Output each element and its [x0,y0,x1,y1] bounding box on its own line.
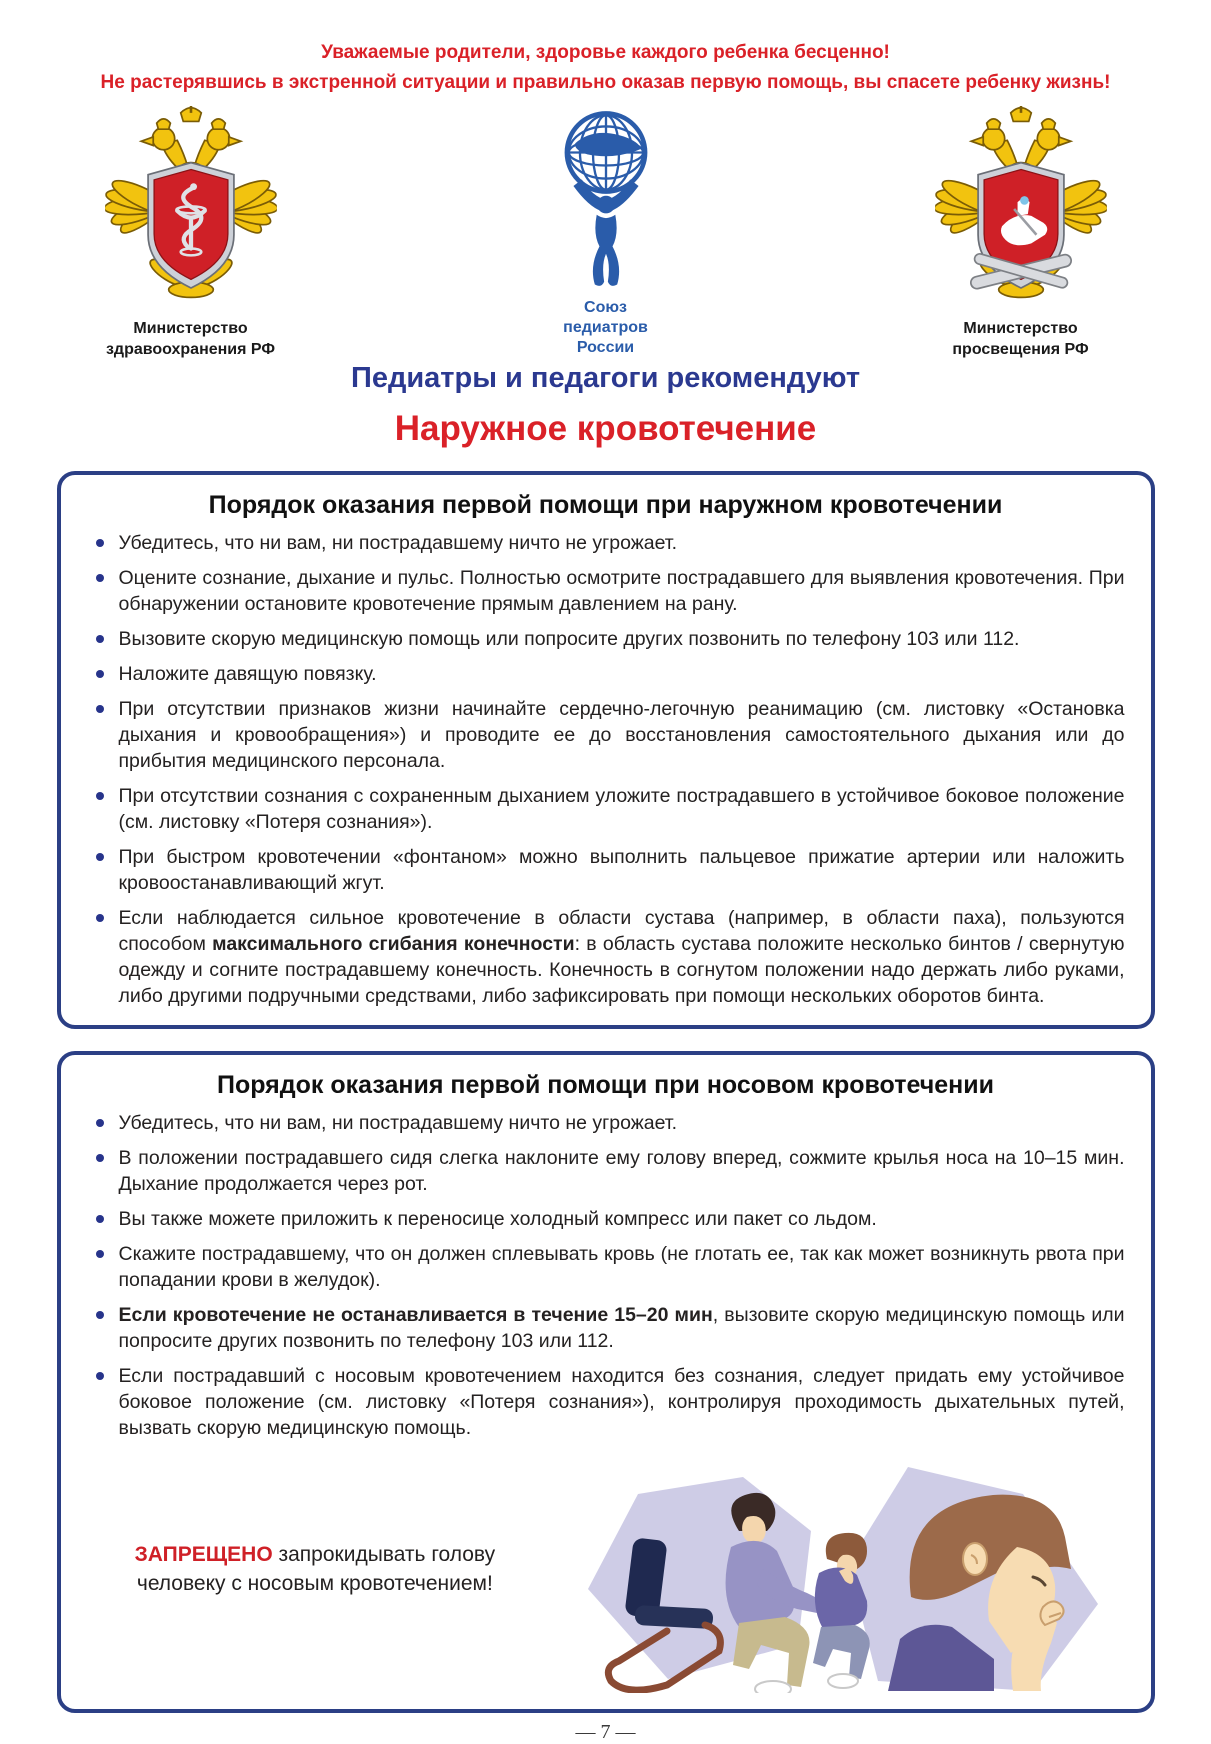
education-ministry-block [896,106,1146,360]
header-warning-line2: Не растерявшись в экстренной ситуации и правильно оказав первую помощь, вы спасете ребенку жизнь! [100,72,1111,93]
health-ministry-emblem-icon [105,106,277,312]
nose-bleeding-section [57,1051,1155,1713]
nosebleed-illustration-icon [543,1445,1118,1693]
header-warning [0,0,1211,96]
pediatric-union-label: Союз педиатров России [563,299,648,356]
bullet-item: Убедитесь, что ни вам, ни пострадавшему ничто не угрожает. [87,530,1125,556]
health-ministry-label: Министерство здравоохранения РФ [105,320,276,358]
bullet-item: При быстром кровотечении «фонтаном» можно выполнить пальцевое прижатие артерии или наложить кровоостанавливающий жгут. [87,844,1125,896]
bullet-item: При отсутствии признаков жизни начинайте сердечно-легочную реанимацию (см. листовку «Остановка дыхания и кровообращения») и проводите ее до восстановления самостоятельного дыхания или до прибытия медицинского персонала. [87,696,1125,774]
bullet-item: Если наблюдается сильное кровотечение в области сустава (например, в области паха), пользуются способом максимального сгибания конечности: в область сустава положите несколько бинтов / свернутую одежду и согните пострадавшему конечность. Конечность в согнутом положении надо держать либо руками, либо другими подручными средствами, либо зафиксировать при помощи нескольких оборотов бинта. [87,905,1125,1009]
bullet-item: В положении пострадавшего сидя слегка наклоните ему голову вперед, сожмите крылья носа на 10–15 мин. Дыхание продолжается через рот. [87,1145,1125,1197]
logos-row [66,106,1146,360]
forbidden-note [87,1445,544,1693]
bullet-item: При отсутствии сознания с сохраненным дыханием уложите пострадавшего в устойчивое боковое положение (см. листовку «Потеря сознания»). [87,783,1125,835]
forbidden-and-illustration-row [87,1445,1125,1693]
education-ministry-emblem-icon [935,106,1107,312]
nose-bleeding-list [87,1110,1125,1441]
section-heading: Порядок оказания первой помощи при наружном кровотечении [208,491,1003,519]
bullet-item: Вы также можете приложить к переносице холодный компресс или пакет со льдом. [87,1206,1125,1232]
bullet-item: Наложите давящую повязку. [87,661,1125,687]
bullet-item: Оцените сознание, дыхание и пульс. Полностью осмотрите пострадавшего для выявления кровотечения. При обнаружении остановите кровотечение прямым давлением на рану. [87,565,1125,617]
recommend-subtitle: Педиатры и педагоги рекомендуют [350,362,861,394]
header-warning-line1: Уважаемые родители, здоровье каждого ребенка бесценно! [321,42,890,63]
education-ministry-label: Министерство просвещения РФ [952,320,1089,358]
health-ministry-block [66,106,316,360]
pediatric-union-logo-icon [545,106,667,292]
page-number: — 7 — [575,1721,636,1743]
bullet-item: Скажите пострадавшему, что он должен сплевывать кровь (не глотать ее, так как может возникнуть рвота при попадании крови в желудок). [87,1241,1125,1293]
page-title: Наружное кровотечение [394,409,817,448]
bullet-item: Если кровотечение не останавливается в течение 15–20 мин, вызовите скорую медицинскую помощь или попросите других позвонить по телефону 103 или 112. [87,1302,1125,1354]
nosebleed-illustration [543,1445,1124,1693]
external-bleeding-section [57,471,1155,1029]
bullet-item: Вызовите скорую медицинскую помощь или попросите других позвонить по телефону 103 или 112. [87,626,1125,652]
pediatric-union-block [486,106,726,358]
forbidden-keyword: ЗАПРЕЩЕНО [134,1543,273,1566]
external-bleeding-list [87,530,1125,1009]
bullet-item: Убедитесь, что ни вам, ни пострадавшему ничто не угрожает. [87,1110,1125,1136]
forbidden-rest: запрокидывать голову человеку с носовым кровотечением! [136,1543,496,1595]
section-heading: Порядок оказания первой помощи при носовом кровотечении [217,1071,994,1099]
bullet-item: Если пострадавший с носовым кровотечением находится без сознания, следует придать ему устойчивое боковое положение (см. листовку «Потеря сознания»), контролируя проходимость дыхательных путей, вызвать скорую медицинскую помощь. [87,1363,1125,1441]
